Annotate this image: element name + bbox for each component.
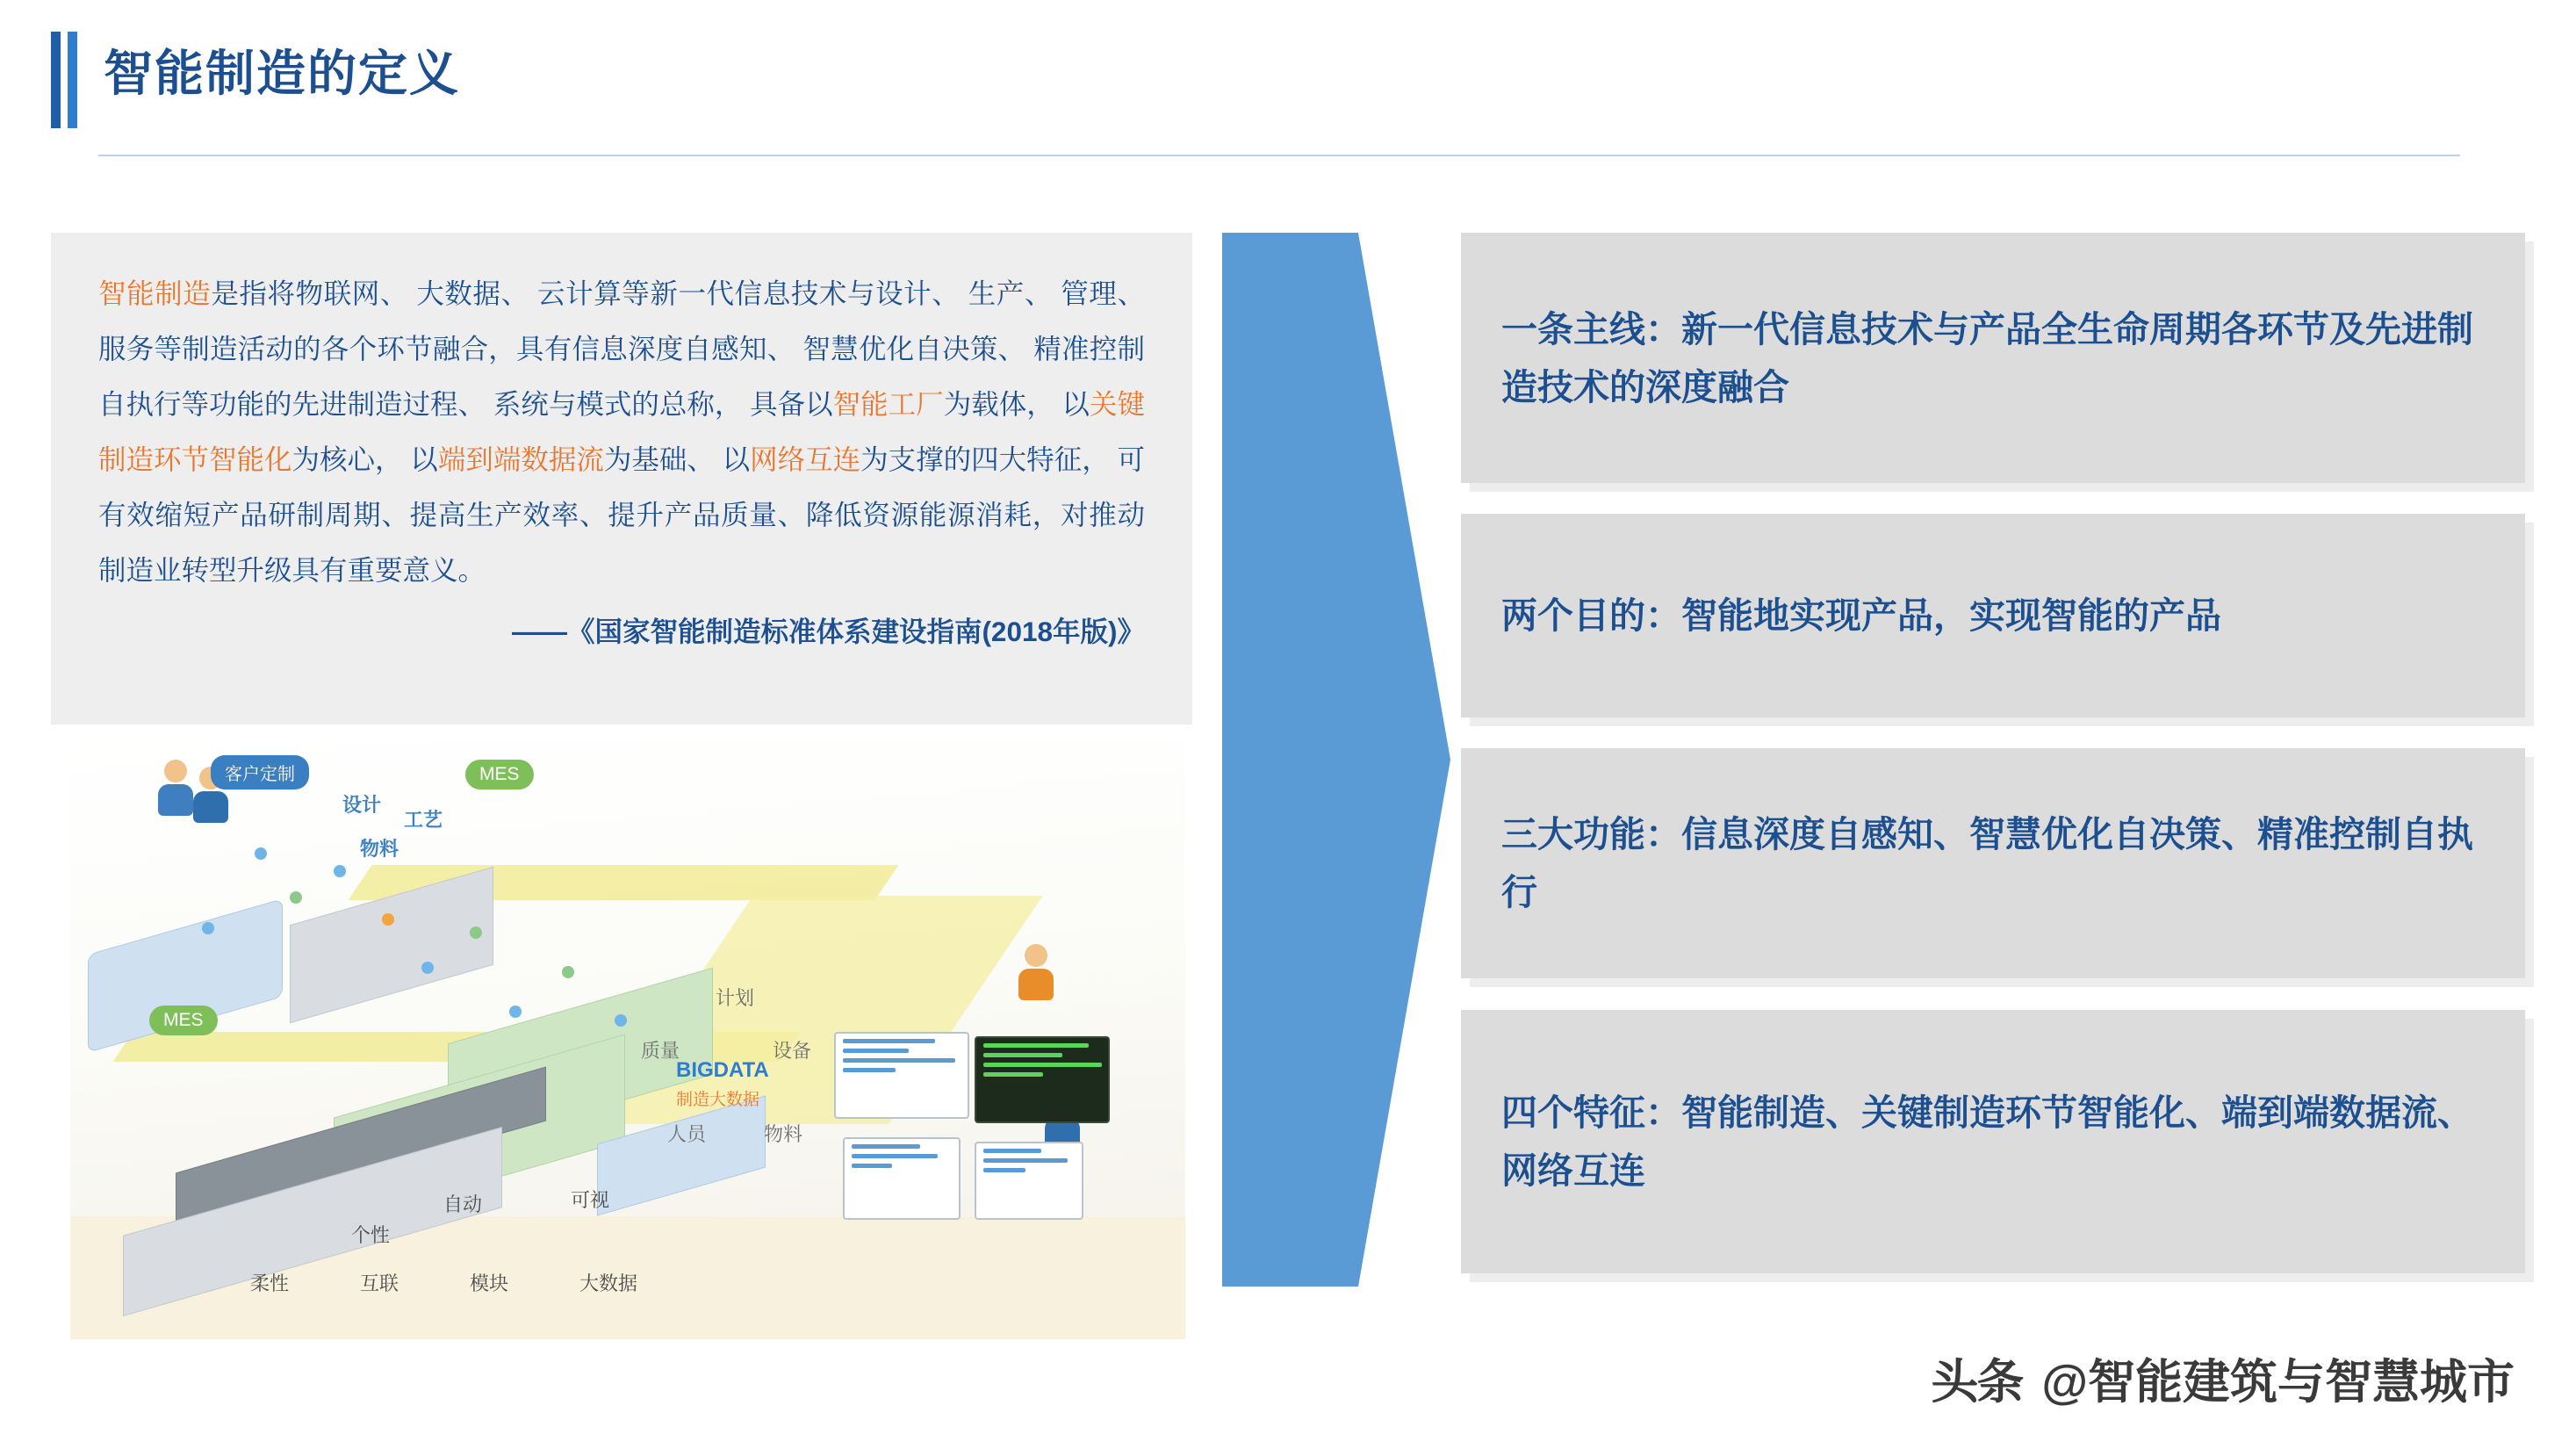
definition-body-2: 为载体， 以	[943, 388, 1090, 420]
illustration-node-dot	[470, 926, 482, 939]
illustration-label-quality: 质量	[641, 1040, 680, 1062]
illustration-label-flexible: 柔性	[250, 1272, 290, 1294]
point-box-four-features	[1461, 1010, 2525, 1273]
watermark-text: @智能建筑与智慧城市	[2041, 1356, 2515, 1409]
illustration-label-material: 物料	[360, 838, 399, 860]
point-box-main-thread	[1461, 233, 2525, 483]
point-box-text: 两个目的：智能地实现产品，实现智能的产品	[1501, 595, 2221, 636]
illustration-node-dot	[202, 922, 214, 934]
illustration-label-customer: 客户定制	[211, 755, 309, 789]
illustration-dashboard-1	[834, 1032, 969, 1119]
illustration-node-dot	[382, 913, 394, 926]
illustration-label-bigdata-en: BIGDATA	[676, 1058, 769, 1082]
illustration-label-mes-top: MES	[465, 760, 534, 789]
illustration-label-process: 工艺	[404, 809, 443, 831]
title-accent-bar-1	[51, 32, 61, 128]
definition-term-smart-factory: 智能工厂	[832, 388, 944, 420]
illustration-node-dot	[421, 962, 434, 974]
illustration-label-materials: 物料	[764, 1123, 803, 1145]
illustration-label-mes-left: MES	[149, 1006, 218, 1035]
illustration-node-dot	[290, 891, 302, 904]
watermark-logo: 头条	[1931, 1356, 2023, 1409]
definition-term-network: 网络互连	[750, 443, 861, 475]
illustration-dashboard-dark	[975, 1036, 1110, 1123]
definition-body-5: 为支撑的四大特征， 可有效缩短产品研制周期、提高生产效率、提升产品质量、降低资源能源消耗，对推动制造业转型升级具有重要意义。	[98, 443, 1145, 586]
illustration-label-auto: 自动	[443, 1193, 483, 1215]
illustration-label-bigdata-cn: 制造大数据	[676, 1091, 760, 1109]
definition-body-1: 是指将物联网、 大数据、 云计算等新一代信息技术与设计、 生产、 管理、 服务等制造活动的各个环节融合，具有信息深度自感知、 智慧优化自决策、 精准控制自执行等功能的先进制造过程、 系统与模式的总称， 具备以	[98, 278, 1145, 420]
illustration-label-design: 设计	[342, 794, 382, 816]
definition-body-4: 为基础、 以	[603, 443, 751, 475]
illustration-label-personnel: 人员	[667, 1123, 707, 1145]
definition-lead-term: 智能制造	[98, 278, 212, 309]
point-box-two-purposes	[1461, 514, 2525, 717]
title-accent-bars	[51, 32, 81, 128]
watermark	[1931, 1344, 2515, 1412]
title-divider	[98, 155, 2460, 156]
illustration-label-connected: 互联	[360, 1272, 399, 1294]
illustration-person-worker	[1018, 944, 1054, 1000]
point-box-text: 一条主线：新一代信息技术与产品全生命周期各环节及先进制造技术的深度融合	[1501, 308, 2473, 407]
definition-card	[51, 233, 1192, 724]
illustration-dashboard-2	[843, 1137, 961, 1220]
factory-illustration	[70, 742, 1185, 1339]
illustration-node-dot	[509, 1006, 522, 1018]
illustration-label-bigdata-bottom: 大数据	[579, 1272, 638, 1294]
illustration-node-dot	[562, 966, 574, 978]
definition-term-key-link: 关键制造环节智能化	[98, 388, 1145, 475]
illustration-node-dot	[334, 865, 346, 877]
title-accent-bar-2	[68, 32, 77, 128]
illustration-label-module: 模块	[470, 1272, 509, 1294]
illustration-person-customer	[158, 760, 193, 816]
point-box-text: 四个特征：智能制造、关键制造环节智能化、端到端数据流、网络互连	[1501, 1092, 2473, 1191]
illustration-label-visual: 可视	[571, 1189, 610, 1211]
point-box-three-functions	[1461, 748, 2525, 978]
definition-source: ——《国家智能制造标准体系建设指南(2018年版)》	[511, 616, 1145, 647]
flow-arrow-icon	[1222, 233, 1450, 1287]
illustration-dashboard-3	[975, 1142, 1083, 1220]
point-box-text: 三大功能：信息深度自感知、智慧优化自决策、精准控制自执行	[1501, 814, 2473, 912]
definition-paragraph	[98, 266, 1145, 598]
illustration-label-equipment: 设备	[773, 1040, 812, 1062]
illustration-node-dot	[255, 847, 267, 860]
illustration-node-dot	[615, 1014, 627, 1027]
definition-body-3: 为核心， 以	[291, 443, 438, 475]
slide-header	[0, 0, 2576, 167]
illustration-label-individual: 个性	[351, 1224, 391, 1246]
illustration-label-plan: 计划	[716, 987, 755, 1009]
definition-term-data-flow: 端到端数据流	[437, 443, 604, 475]
page-title: 智能制造的定义	[104, 46, 460, 101]
